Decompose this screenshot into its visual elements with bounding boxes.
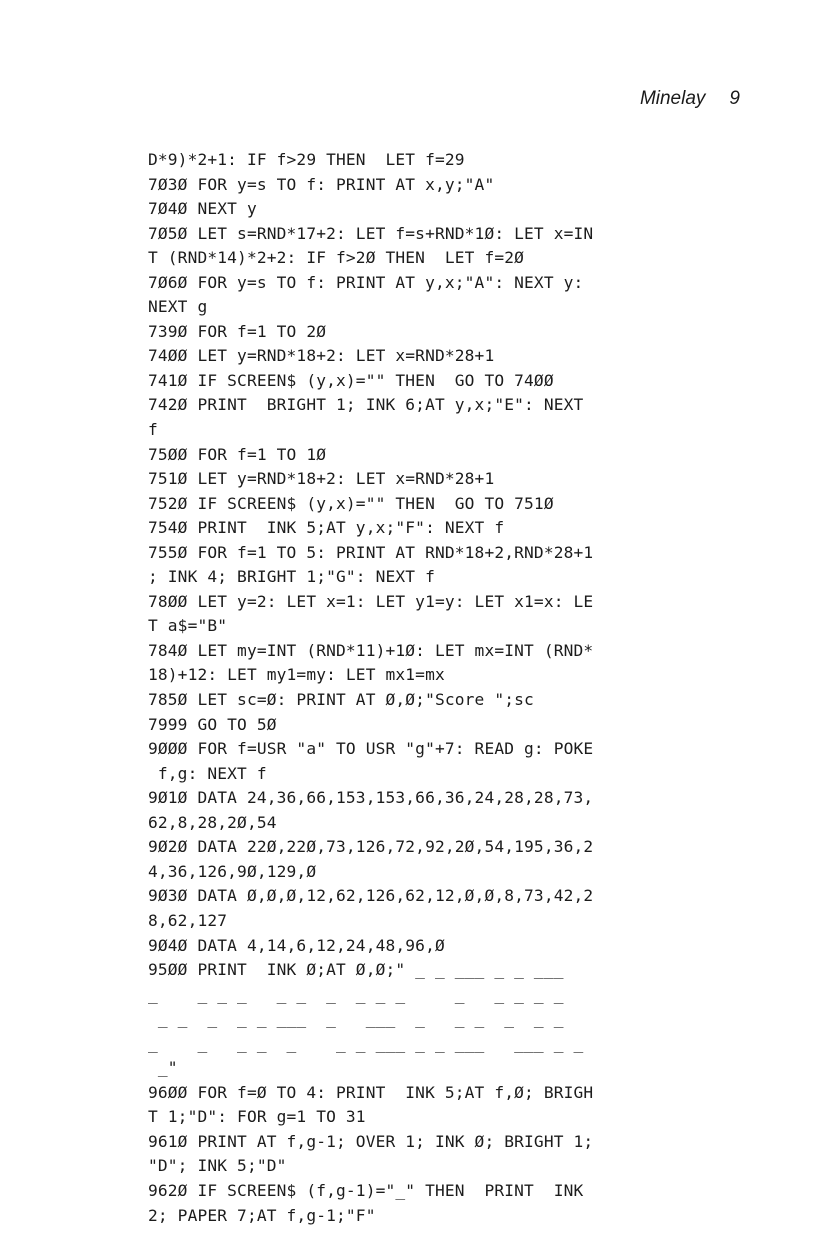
program-listing bbox=[148, 148, 758, 1228]
code-line: f bbox=[148, 420, 158, 440]
code-line: _ _ _ _ _ _ _ _ _ _ _ _ _ _ _ bbox=[148, 984, 564, 1004]
code-line: 95ØØ PRINT INK Ø;AT Ø,Ø;" _ _ ___ _ _ ___ bbox=[148, 960, 564, 980]
chapter-title: Minelay bbox=[639, 88, 706, 109]
code-line: 962Ø IF SCREEN$ (f,g-1)="_" THEN PRINT INK bbox=[148, 1180, 584, 1200]
code-line: 754Ø PRINT INK 5;AT y,x;"F": NEXT f bbox=[148, 518, 505, 538]
code-line: 7Ø3Ø FOR y=s TO f: PRINT AT x,y;"A" bbox=[148, 174, 495, 194]
code-line: 18)+12: LET my1=my: LET mx1=mx bbox=[148, 665, 445, 685]
code-line: 742Ø PRINT BRIGHT 1; INK 6;AT y,x;"E": NEXT bbox=[148, 395, 584, 415]
code-line: 739Ø FOR f=1 TO 2Ø bbox=[148, 321, 327, 341]
code-line: 9Ø1Ø DATA 24,36,66,153,153,66,36,24,28,28,73, bbox=[148, 788, 594, 808]
code-line: 2; PAPER 7;AT f,g-1;"F" bbox=[148, 1205, 376, 1225]
code-line: 78ØØ LET y=2: LET x=1: LET y1=y: LET x1=x: LE bbox=[148, 591, 594, 611]
code-line: ; INK 4; BRIGHT 1;"G": NEXT f bbox=[148, 567, 435, 587]
code-line: 9Ø4Ø DATA 4,14,6,12,24,48,96,Ø bbox=[148, 935, 445, 955]
code-line: 62,8,28,2Ø,54 bbox=[148, 812, 277, 832]
code-line: 74ØØ LET y=RND*18+2: LET x=RND*28+1 bbox=[148, 346, 495, 366]
code-line: T (RND*14)*2+2: IF f>2Ø THEN LET f=2Ø bbox=[148, 248, 525, 268]
code-line: _ _ _ _ _ ___ _ ___ _ _ _ _ _ _ bbox=[148, 1009, 564, 1029]
code-line: 785Ø LET sc=Ø: PRINT AT Ø,Ø;"Score ";sc bbox=[148, 690, 534, 710]
code-line: 7Ø6Ø FOR y=s TO f: PRINT AT y,x;"A": NEXT y: bbox=[148, 272, 584, 292]
code-line: 752Ø IF SCREEN$ (y,x)="" THEN GO TO 751Ø bbox=[148, 493, 554, 513]
code-line: 961Ø PRINT AT f,g-1; OVER 1; INK Ø; BRIGHT 1; bbox=[148, 1131, 594, 1151]
code-line: 75ØØ FOR f=1 TO 1Ø bbox=[148, 444, 327, 464]
code-line: 784Ø LET my=INT (RND*11)+1Ø: LET mx=INT (RND* bbox=[148, 640, 594, 660]
code-line: _ _ _ _ _ _ _ ___ _ _ ___ ___ _ _ bbox=[148, 1033, 584, 1053]
code-line: 7999 GO TO 5Ø bbox=[148, 714, 277, 734]
code-line: 741Ø IF SCREEN$ (y,x)="" THEN GO TO 74ØØ bbox=[148, 370, 554, 390]
running-header bbox=[640, 88, 740, 110]
code-line: "D"; INK 5;"D" bbox=[148, 1156, 287, 1176]
code-line: 8,62,127 bbox=[148, 910, 228, 930]
page-number: 9 bbox=[729, 88, 740, 109]
code-line: _" bbox=[148, 1058, 178, 1078]
code-line: 96ØØ FOR f=Ø TO 4: PRINT INK 5;AT f,Ø; BRIGH bbox=[148, 1082, 594, 1102]
code-line: D*9)*2+1: IF f>29 THEN LET f=29 bbox=[148, 150, 465, 169]
code-line: 7Ø5Ø LET s=RND*17+2: LET f=s+RND*1Ø: LET x=IN bbox=[148, 223, 594, 243]
code-line: 9ØØØ FOR f=USR "a" TO USR "g"+7: READ g: POKE bbox=[148, 739, 594, 759]
code-line: 4,36,126,9Ø,129,Ø bbox=[148, 861, 317, 881]
code-line: T a$="B" bbox=[148, 616, 228, 636]
code-line: f,g: NEXT f bbox=[148, 763, 267, 783]
code-line: T 1;"D": FOR g=1 TO 31 bbox=[148, 1107, 366, 1127]
code-line: NEXT g bbox=[148, 297, 208, 317]
code-line: 9Ø2Ø DATA 22Ø,22Ø,73,126,72,92,2Ø,54,195,36,2 bbox=[148, 837, 594, 857]
code-line: 751Ø LET y=RND*18+2: LET x=RND*28+1 bbox=[148, 469, 495, 489]
code-line: 9Ø3Ø DATA Ø,Ø,Ø,12,62,126,62,12,Ø,Ø,8,73,42,2 bbox=[148, 886, 594, 906]
code-line: 755Ø FOR f=1 TO 5: PRINT AT RND*18+2,RND*28+1 bbox=[148, 542, 594, 562]
code-line: 7Ø4Ø NEXT y bbox=[148, 199, 257, 219]
